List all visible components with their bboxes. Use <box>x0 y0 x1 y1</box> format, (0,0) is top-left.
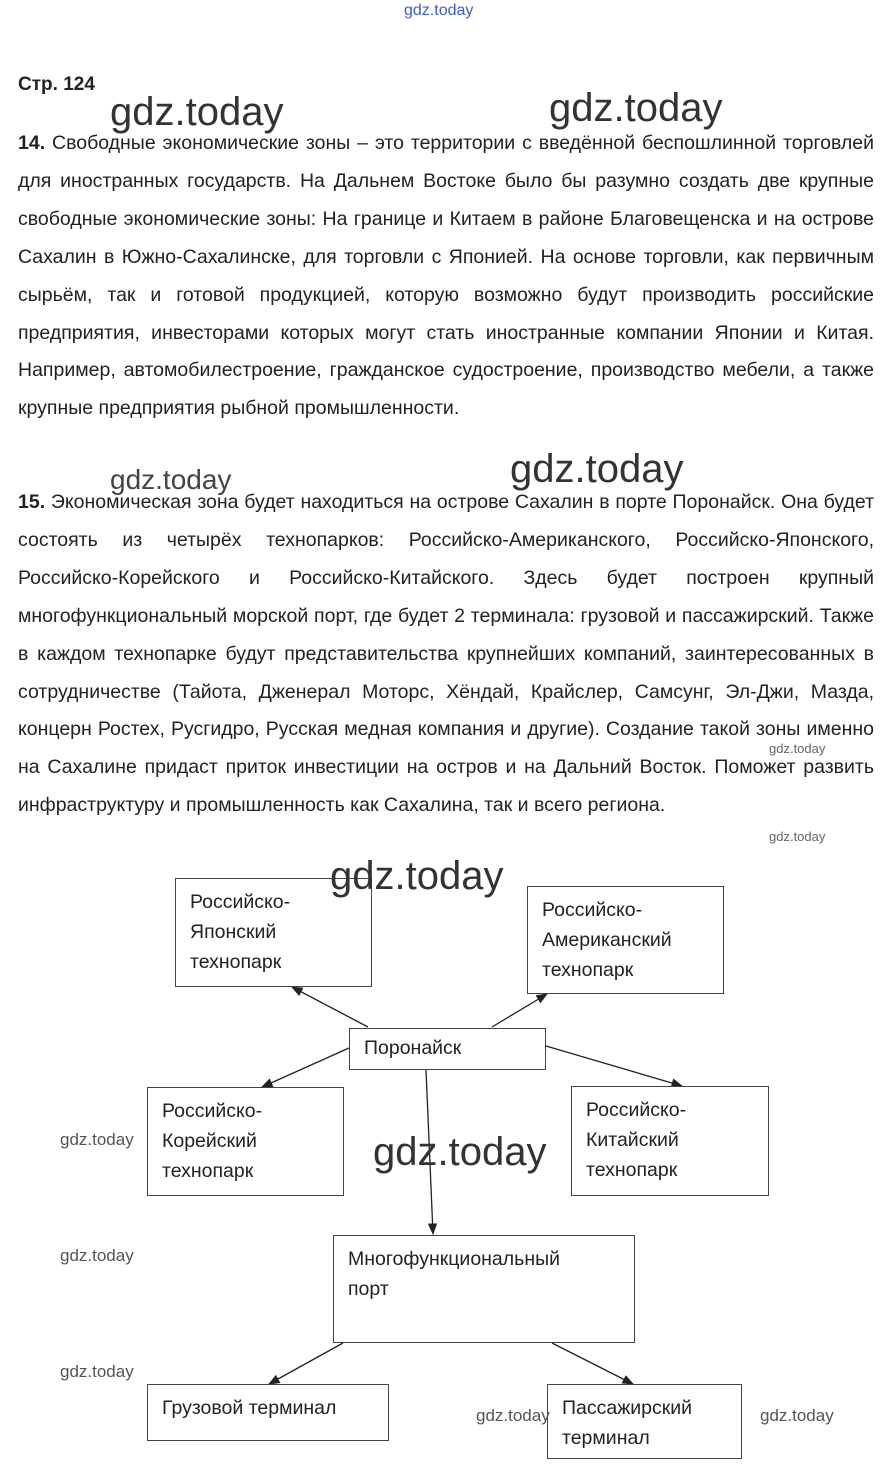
question-14-number: 14. <box>18 132 46 154</box>
question-15-number: 15. <box>18 491 46 513</box>
arrow-to-passenger <box>552 1343 633 1384</box>
watermark: gdz.today <box>510 447 684 491</box>
box-america-technopark: Российско- Американский технопарк <box>527 886 724 994</box>
watermark: gdz.today <box>60 1362 134 1381</box>
arrow-to-cargo <box>269 1343 343 1384</box>
arrow-to-japan <box>292 987 368 1027</box>
arrow-to-korea <box>262 1048 349 1087</box>
question-15-text: Экономическая зона будет находиться на острове Сахалин в порте Поронайск. Она будет состоять из четырёх технопарков: Российско-Американского, Российско-Японского, Российско-Корейского и Российско-Китайского. Здесь будет построен крупный многофункциональный морской порт, где будет 2 терминала: грузовой и пассажирский. Также в каждом технопарке будут представительства крупнейших компаний, заинтересованных в сотрудничестве (Тайота, Дженерал Моторс, Хёндай, Крайслер, Самсунг, Эл-Джи, Мазда, концерн Ростех, Русгидро, Русская медная компания и другие). Создание такой зоны именно на Сахалине придаст приток инвестиции на остров и на Дальний Восток. Поможет развить инфраструктуру и промышленность как Сахалина, так и всего региона. <box>18 491 875 817</box>
watermark: gdz.today <box>110 464 232 495</box>
watermark: gdz.today <box>60 1130 134 1149</box>
watermark: gdz.today <box>769 741 826 756</box>
box-multifunctional-port: Многофункциональный порт <box>333 1235 635 1343</box>
watermark: gdz.today <box>60 1246 134 1265</box>
box-china-technopark: Российско- Китайский технопарк <box>571 1086 769 1196</box>
watermark: gdz.today <box>330 854 504 898</box>
watermark-top-link[interactable]: gdz.today <box>404 2 474 19</box>
watermark: gdz.today <box>476 1406 550 1425</box>
watermark: gdz.today <box>549 86 723 130</box>
arrow-to-port <box>426 1070 433 1234</box>
box-passenger-terminal: Пассажирский терминал <box>547 1384 742 1459</box>
arrow-to-china <box>546 1046 682 1086</box>
watermark: gdz.today <box>760 1406 834 1425</box>
box-korea-technopark: Российско- Корейский технопарк <box>147 1087 344 1196</box>
box-japan-technopark: Российско- Японский технопарк <box>175 878 372 987</box>
box-cargo-terminal: Грузовой терминал <box>147 1384 389 1441</box>
box-poronaysk-center: Поронайск <box>349 1028 546 1070</box>
question-14-text: Свободные экономические зоны – это территории с введённой беспошлинной торговлей для иностранных государств. На Дальнем Востоке было бы разумно создать две крупные свободные экономические зоны: На границе и Китаем в районе Благовещенска и на острове Сахалин в Южно-Сахалинске, для торговли с Японией. На основе торговли, как первичным сырьём, так и готовой продукцией, которую возможно будут производить российские предприятия, инвесторами которых могут стать иностранные компании Японии и Китая. Например, автомобилестроение, гражданское судостроение, производство мебели, а также крупные предприятия рыбной промышленности. <box>18 132 874 420</box>
watermark: gdz.today <box>110 90 284 134</box>
watermark: gdz.today <box>373 1130 547 1174</box>
watermark: gdz.today <box>769 829 826 844</box>
arrow-to-america <box>492 994 547 1027</box>
page-label: Стр. 124 <box>18 74 95 95</box>
